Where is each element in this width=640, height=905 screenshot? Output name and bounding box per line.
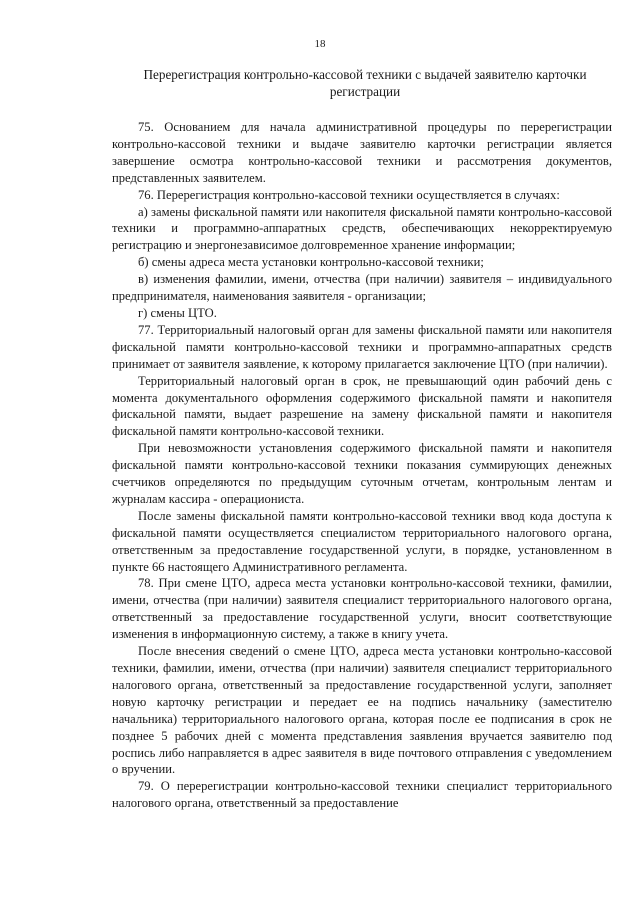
paragraph-79: 79. О перерегистрации контрольно-кассовой техники специалист территориального налогового органа, ответственный за предоставление — [112, 779, 612, 811]
paragraph-76: 76. Перерегистрация контрольно-кассовой техники осуществляется в случаях: — [138, 187, 560, 202]
paragraph-75: 75. Основанием для начала административной процедуры по перерегистрации контрольно-кассовой техники и выдаче заявителю карточки регистрации является завершение осмотра контрольно-кассовой техники и рассмотрения документов, представленных заявителем. — [112, 120, 612, 185]
document-body — [112, 119, 612, 812]
list-item-b: б) смены адреса места установки контрольно-кассовой техники; — [138, 255, 484, 270]
paragraph-78: 78. При смене ЦТО, адреса места установки контрольно-кассовой техники, фамилии, имени, отчества (при наличии) заявителя специалист территориального налогового органа, ответственный за предоставление государственной услуги, вносит соответствующие изменения в информационную систему, а также в книгу учета. — [112, 576, 612, 642]
section-title: Перерегистрация контрольно-кассовой техники с выдачей заявителю карточки регистрации — [143, 67, 587, 99]
list-item-a: а) замены фискальной памяти или накопителя фискальной памяти контрольно-кассовой техники и программно-аппаратных средств, обеспечивающих некорректируемую регистрацию и энергонезависимое долговременное хранение информации; — [112, 204, 612, 253]
paragraph-77-impossible: При невозможности установления содержимого фискальной памяти и накопителя фискальной памяти контрольно-кассовой техники показания суммирующих денежных счетчиков определяются по предыдущим суточным отчетам, контрольным лентам и журналам кассира - операциониста. — [112, 441, 612, 506]
list-item-g: г) смены ЦТО. — [138, 305, 217, 320]
paragraph-77-term: Территориальный налоговый орган в срок, не превышающий один рабочий день с момента документального оформления содержимого фискальной памяти и накопителя фискальной памяти, выдает разрешение на замену фискальной памяти и накопителя фискальной памяти контрольно-кассовой техники. — [112, 373, 612, 439]
paragraph-77-access-code: После замены фискальной памяти контрольно-кассовой техники ввод кода доступа к фискальной памяти осуществляется специалистом территориального налогового органа, ответственным за предоставление государственной услуги, в порядке, установленном в пункте 66 настоящего Административного регламента. — [112, 508, 612, 574]
list-item-v: в) изменения фамилии, имени, отчества (при наличии) заявителя – индивидуального предпринимателя, наименования заявителя - организации; — [112, 272, 612, 304]
paragraph-77: 77. Территориальный налоговый орган для замены фискальной памяти или накопителя фискальной памяти контрольно-кассовой техники и программно-аппаратных средств принимает от заявителя заявление, к которому прилагается заключение ЦТО (при наличии). — [112, 322, 612, 371]
page-number: 18 — [314, 38, 326, 50]
paragraph-78-card: После внесения сведений о смене ЦТО, адреса места установки контрольно-кассовой техники, фамилии, имени, отчества (при наличии) заявителя специалист территориального налогового органа, ответственный за предоставление государственной услуги, заполняет новую карточку регистрации и передает ее на подпись начальнику (заместителю начальника) территориального налогового органа, которая после ее подписания в срок не позднее 5 рабочих дней с момента представления заявления вручается заявителю под роспись либо направляется в адрес заявителя в виде почтового отправления с уведомлением о вручении. — [112, 644, 612, 777]
